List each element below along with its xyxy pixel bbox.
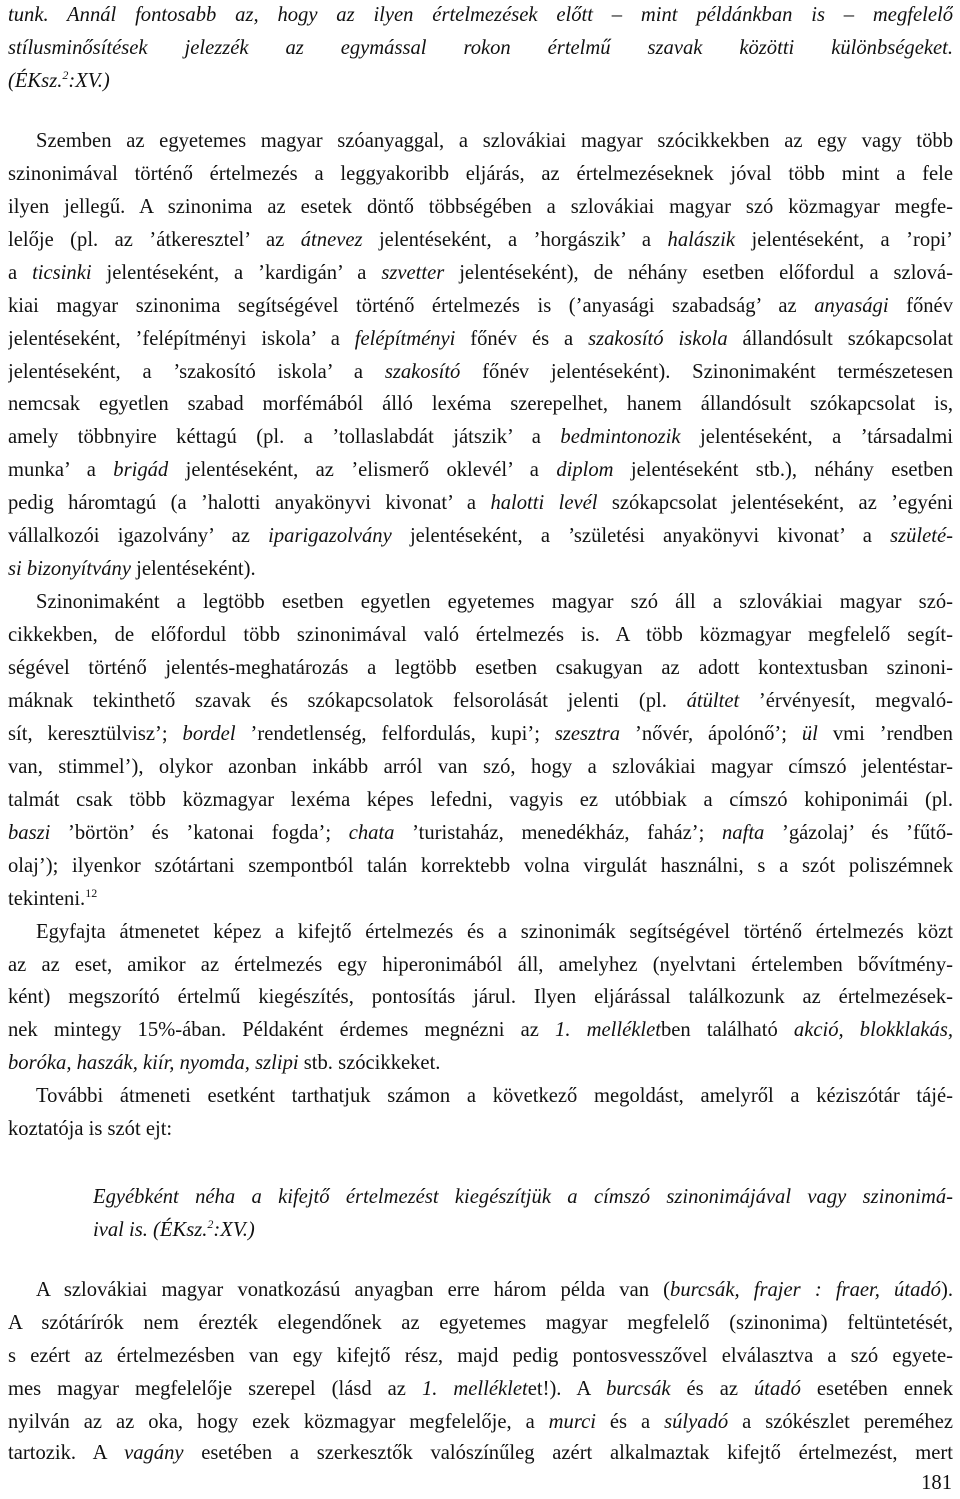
page-number: 181 bbox=[921, 1472, 952, 1494]
text-line: stílusminősítések jelezzék az egymással rokon értelmű szavak közötti különbségeket. bbox=[8, 36, 953, 59]
text-line: tartozik. A vagány esetében a szerkesztők valószínűleg azért alkalmaztak kifejtő értelmezést, mert bbox=[8, 1442, 953, 1464]
text-line: A szótárírók nem érezték elegendőnek az egyetemes magyar megfelelő (szinonima) feltüntetését, bbox=[8, 1312, 953, 1334]
text-line: ilyen jellegű. A szinonima az esetek döntő többségében a szlovákiai magyar szó közmagyar megfe- bbox=[8, 195, 953, 218]
text-line: Egyfajta átmenetet képez a kifejtő értelmezés és a szinonimák segítségével történő értelmezés közt bbox=[36, 920, 953, 943]
text-line: ként) megszorító értelmű kiegészítés, pontosítás járul. Ilyen eljárással találkozunk az értelmezések- bbox=[8, 986, 953, 1009]
block-quote-line: ival is. (ÉKsz.$^2$:XV.) bbox=[93, 1217, 255, 1241]
text-line: szinonimával történő értelmezés a leggyakoribb eljárás, az értelmezéseknek jóval több mint a fele bbox=[8, 162, 953, 185]
text-line: s ezért az értelmezésben van egy kifejtő rész, majd pedig pontosvesszővel elválasztva a szó egyete- bbox=[8, 1344, 953, 1367]
text-line: munka’ a brigád jelentéseként, az ’elismerő oklevél’ a diplom jelentéseként stb.), néhány esetben bbox=[8, 459, 953, 482]
text-line: a ticsinki jelentéseként, a ’kardigán’ a szvetter jelentéseként), de néhány esetben előfordul a szlová- bbox=[8, 261, 953, 284]
text-line: boróka, haszák, kiír, nyomda, szlipi stb. szócikkeket. bbox=[8, 1052, 441, 1075]
text-line: tekinteni.$^{12}$ bbox=[8, 885, 98, 910]
text-line: olaj’); ilyenkor szótártani szempontból talán korrektebb volna virgulát használni, s a szót poliszémnek bbox=[8, 854, 953, 877]
text-line: mes magyar megfelelője szerepel (lásd az 1. mellékletet!). A burcsák és az útadó esetében ennek bbox=[8, 1377, 953, 1400]
text-line: baszi ’börtön’ és ’katonai fogda’; chata ’turistaház, menedékház, faház’; nafta ’gázolaj’ és ’fűtő- bbox=[8, 821, 953, 844]
text-line: jelentéseként, a ’szakosító iskola’ a szakosító főnév jelentéseként). Szinonimaként természetesen bbox=[8, 360, 953, 383]
text-line: koztatója is szót ejt: bbox=[8, 1118, 173, 1141]
text-line: talmát csak több közmagyar lexéma képes lefedni, vagyis ez utóbbiak a címszó kohiponimái (pl. bbox=[8, 788, 953, 811]
text-line: nek mintegy 15%-ában. Példaként érdemes megnézni az 1. mellékletben található akció, blokklakás, bbox=[8, 1019, 953, 1042]
text-line: pedig háromtagú (a ’halotti anyakönyvi kivonat’ a halotti levél szókapcsolat jelentéseként, az ’egyéni bbox=[8, 492, 953, 515]
block-quote-line: Egyébként néha a kifejtő értelmezést kiegészítjük a címszó szinonimájával vagy szinonimá- bbox=[93, 1186, 953, 1208]
text-line: sít, keresztülvisz’; bordel ’rendetlenség, felfordulás, kupi’; szesztra ’nővér, ápolónő’; ül vmi ’rendben bbox=[8, 722, 953, 745]
text-line: kiai magyar szinonima segítségével történő értelmezés is (’anyasági szabadság’ az anyasági főnév bbox=[8, 294, 953, 317]
text-line: További átmeneti esetként tarthatjuk számon a következő megoldást, amelyről a kéziszótár tájé- bbox=[36, 1085, 953, 1108]
text-line: Szemben az egyetemes magyar szóanyaggal, a szlovákiai magyar szócikkekben az egy vagy több bbox=[36, 129, 953, 152]
text-line: (ÉKsz.$^2$:XV.) bbox=[8, 67, 110, 92]
text-line: az az eset, amikor az értelmezés egy hiperonimából áll, amelyhez (nyelvtani értelemben bővítmény- bbox=[8, 953, 953, 976]
text-line: vállalkozói igazolvány’ az iparigazolvány jelentéseként, a ’születési anyakönyvi kivonat’ a születé- bbox=[8, 525, 953, 548]
text-line: cikkekben, de előfordul több szinonimával való értelmezés is. A több közmagyar megfelelő segít- bbox=[8, 624, 953, 646]
text-line: jelentéseként, ’felépítményi iskola’ a felépítményi főnév és a szakosító iskola állandósult szókapcsolat bbox=[8, 327, 953, 350]
text-line: ségével történő jelentés-meghatározás a legtöbb esetben csakugyan az adott kontextusban szinoni- bbox=[8, 657, 953, 679]
text-line: si bizonyítvány jelentéseként). bbox=[8, 558, 256, 581]
text-line: A szlovákiai magyar vonatkozású anyagban erre három példa van (burcsák, frajer : fraer, útadó). bbox=[36, 1279, 953, 1301]
text-line: nyilván az az oka, hogy ezek közmagyar megfelelője, a murci és a súlyadó a szókészlet pereméhez bbox=[8, 1410, 953, 1433]
text-line: van, stimmel’), olykor azonban inkább arról van szó, hogy a szlovákiai magyar címszó jelentéstar- bbox=[8, 755, 953, 778]
text-line: tunk. Annál fontosabb az, hogy az ilyen értelmezések előtt – mint példánkban is – megfelelő bbox=[8, 3, 953, 26]
text-line: amely többnyire kéttagú (pl. a ’tollaslabdát játszik’ a bedmintonozik jelentéseként, a ’társadalmi bbox=[8, 426, 953, 449]
footnote-marker: 12 bbox=[85, 885, 98, 900]
text-line: lelője (pl. az ’átkeresztel’ az átnevez jelentéseként, a ’horgászik’ a halászik jelentéseként, a ’ropi’ bbox=[8, 228, 953, 251]
text-line: nemcsak egyetlen szabad morfémából álló lexéma szerepelhet, hanem állandósult szókapcsolat is, bbox=[8, 393, 953, 416]
text-line: Szinonimaként a legtöbb esetben egyetlen egyetemes magyar szó áll a szlovákiai magyar szó- bbox=[36, 591, 953, 614]
text-line: máknak tekinthető szavak és szókapcsolatok felsorolását jelenti (pl. átültet ’érvényesít, megvaló- bbox=[8, 689, 953, 712]
